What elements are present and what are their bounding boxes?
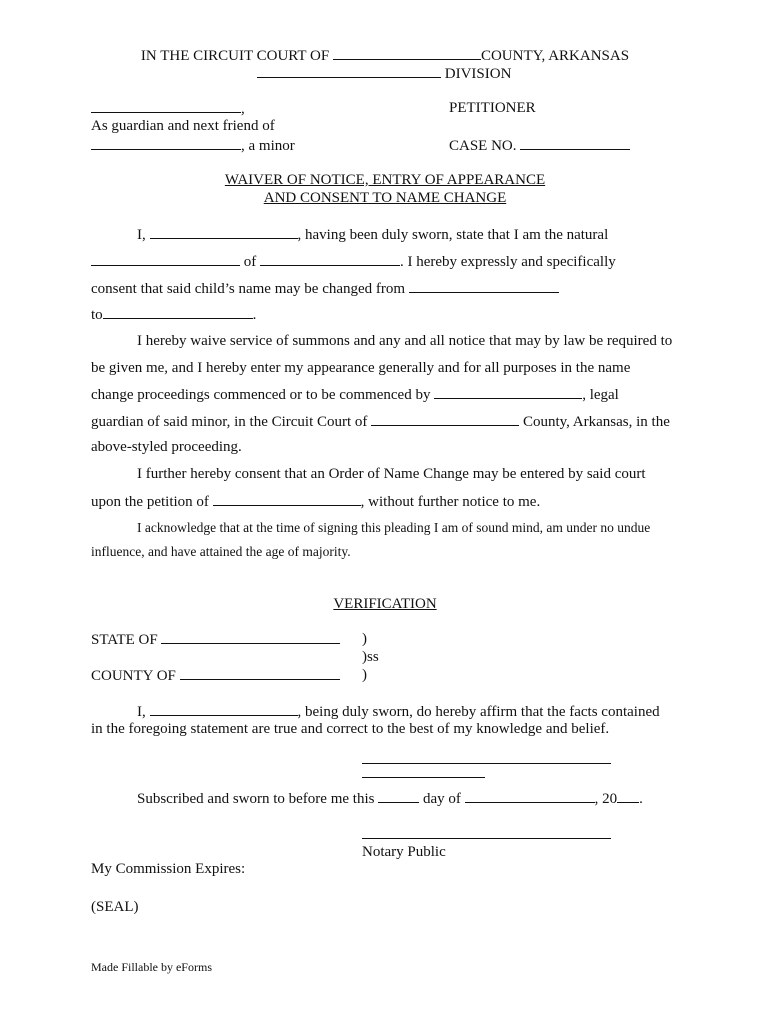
document-title-line1: WAIVER OF NOTICE, ENTRY OF APPEARANCE bbox=[224, 172, 546, 188]
verification-line: in the foregoing statement are true and correct to the best of my knowledge and belief. bbox=[91, 721, 610, 737]
printed-name-line[interactable] bbox=[362, 777, 485, 778]
body-line bbox=[91, 252, 616, 271]
relationship-field[interactable] bbox=[91, 252, 240, 266]
text: County, Arkansas, in the bbox=[522, 414, 670, 430]
text: guardian of said minor, in the Circuit Court of bbox=[91, 414, 368, 430]
court-prefix: IN THE CIRCUIT COURT OF bbox=[140, 48, 330, 64]
affiant-name-field[interactable] bbox=[150, 225, 298, 239]
body-line bbox=[91, 385, 619, 404]
case-no-label: CASE NO. bbox=[449, 138, 517, 154]
text: change proceedings commenced or to be commenced by bbox=[91, 387, 431, 403]
text: , being duly sworn, do hereby affirm that the facts contained bbox=[297, 704, 660, 720]
text: consent that said child’s name may be changed from bbox=[91, 281, 406, 297]
document-title-line2: AND CONSENT TO NAME CHANGE bbox=[263, 190, 507, 206]
division-field[interactable] bbox=[257, 64, 441, 78]
court-county-field[interactable] bbox=[371, 412, 519, 426]
day-field[interactable] bbox=[378, 789, 419, 803]
guardian-label: As guardian and next friend of bbox=[91, 118, 275, 134]
text: . bbox=[639, 791, 643, 807]
notary-label: Notary Public bbox=[362, 844, 446, 860]
state-label: STATE OF bbox=[91, 632, 158, 648]
footer-note: Made Fillable by eForms bbox=[91, 960, 212, 974]
new-name-field[interactable] bbox=[103, 305, 253, 319]
seal-label: (SEAL) bbox=[91, 899, 139, 915]
subscribed-line bbox=[137, 789, 643, 808]
petitioner-label: PETITIONER bbox=[449, 100, 536, 116]
notary-signature-line[interactable] bbox=[362, 838, 611, 839]
county-label: COUNTY OF bbox=[91, 668, 176, 684]
petitioner-name-field[interactable] bbox=[91, 99, 241, 113]
text: of bbox=[243, 254, 257, 270]
child-name-field[interactable] bbox=[260, 252, 400, 266]
paren: ) bbox=[362, 631, 367, 647]
body-line: I acknowledge that at the time of signing this pleading I am of sound mind, am under no undue bbox=[137, 520, 651, 535]
petitioner-name-line bbox=[91, 99, 245, 118]
body-line bbox=[91, 412, 670, 431]
month-field[interactable] bbox=[465, 789, 595, 803]
body-line bbox=[91, 492, 540, 511]
text: I, bbox=[137, 227, 146, 243]
minor-suffix: , a minor bbox=[241, 138, 295, 154]
body-line bbox=[91, 305, 256, 324]
body-line: I further hereby consent that an Order of Name Change may be entered by said court bbox=[137, 466, 646, 482]
text: I, bbox=[137, 704, 146, 720]
court-caption-line bbox=[0, 46, 770, 65]
case-no-line bbox=[449, 136, 630, 155]
minor-line bbox=[91, 136, 295, 155]
text: , legal bbox=[582, 387, 619, 403]
body-line bbox=[137, 225, 608, 244]
paren: ) bbox=[362, 667, 367, 683]
division-label: DIVISION bbox=[444, 66, 512, 82]
petitioner-field[interactable] bbox=[213, 492, 361, 506]
body-line bbox=[91, 279, 559, 298]
ss-mark: )ss bbox=[362, 649, 379, 665]
body-line: be given me, and I hereby enter my appearance generally and for all purposes in the name bbox=[91, 360, 631, 376]
verifier-name-field[interactable] bbox=[150, 702, 298, 716]
verification-line bbox=[137, 702, 660, 721]
text: upon the petition of bbox=[91, 494, 209, 510]
guardian-name-field[interactable] bbox=[434, 385, 582, 399]
text: Subscribed and sworn to before me this bbox=[137, 791, 375, 807]
signature-line[interactable] bbox=[362, 763, 611, 764]
year-field[interactable] bbox=[617, 789, 639, 803]
case-no-field[interactable] bbox=[520, 136, 630, 150]
comma: , bbox=[241, 101, 245, 117]
body-line: above-styled proceeding. bbox=[91, 439, 242, 455]
text: day of bbox=[422, 791, 461, 807]
text: . bbox=[252, 307, 257, 323]
body-line: influence, and have attained the age of majority. bbox=[91, 544, 351, 559]
county-line bbox=[91, 666, 340, 685]
state-line bbox=[91, 630, 340, 649]
verification-county-field[interactable] bbox=[180, 666, 340, 680]
body-line: I hereby waive service of summons and any and all notice that may by law be required to bbox=[137, 333, 673, 349]
commission-label: My Commission Expires: bbox=[91, 861, 246, 877]
current-name-field[interactable] bbox=[409, 279, 559, 293]
text: . I hereby expressly and specifically bbox=[400, 254, 616, 270]
minor-name-field[interactable] bbox=[91, 136, 241, 150]
state-field[interactable] bbox=[161, 630, 340, 644]
county-field[interactable] bbox=[333, 46, 481, 60]
county-suffix: COUNTY, ARKANSAS bbox=[480, 48, 630, 64]
text: , having been duly sworn, state that I am the natural bbox=[297, 227, 609, 243]
text: , 20 bbox=[594, 791, 618, 807]
text: , without further notice to me. bbox=[360, 494, 541, 510]
verification-heading: VERIFICATION bbox=[333, 596, 437, 612]
text: to bbox=[91, 307, 103, 323]
division-line bbox=[257, 64, 511, 83]
